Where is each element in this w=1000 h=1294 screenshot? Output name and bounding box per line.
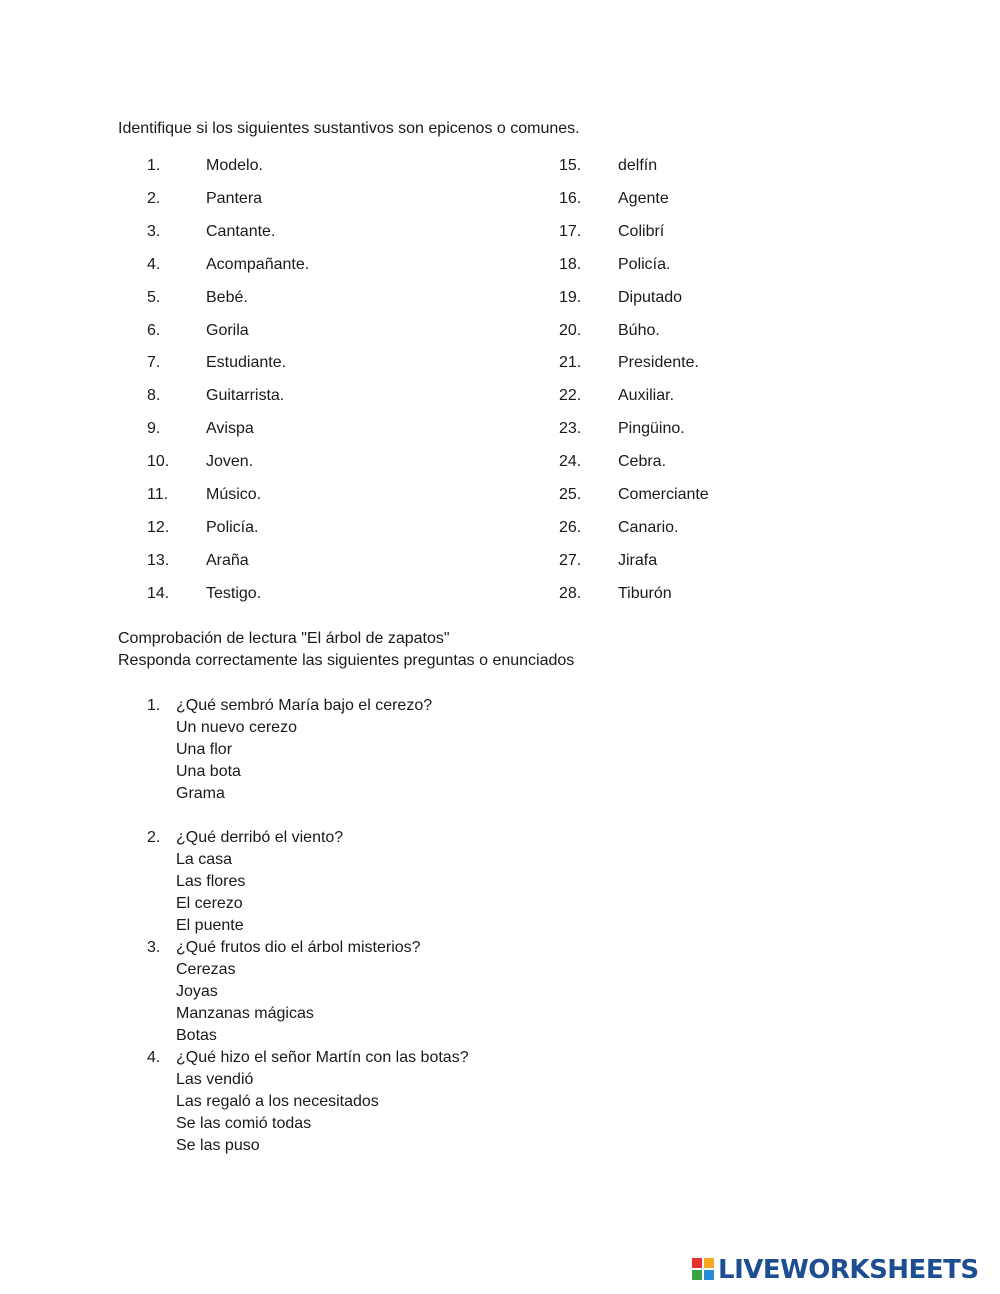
right-item-word: Canario.: [618, 519, 679, 536]
right-item-word: Cebra.: [618, 453, 667, 470]
section1-instruction: Identifique si los siguientes sustantivos son epicenos o comunes.: [118, 120, 580, 137]
question-text: ¿Qué derribó el viento?: [176, 829, 344, 846]
right-item-word: Comerciante: [618, 486, 709, 503]
right-item-word: Policía.: [618, 256, 671, 273]
left-item-number: 5.: [147, 289, 161, 306]
right-item-number: 28.: [559, 585, 582, 602]
right-item-number: 25.: [559, 486, 582, 503]
question-number: 1.: [147, 697, 161, 714]
left-item-number: 2.: [147, 190, 161, 207]
logo-badge-icon: [692, 1258, 714, 1280]
answer-option[interactable]: Las regaló a los necesitados: [176, 1093, 379, 1110]
answer-option[interactable]: Botas: [176, 1027, 217, 1044]
right-item-word: Jirafa: [618, 552, 658, 569]
right-item-word: Auxiliar.: [618, 387, 675, 404]
answer-options: [176, 717, 297, 805]
left-item-word: Cantante.: [206, 223, 276, 240]
reading-check-title: Comprobación de lectura "El árbol de zapatos": [118, 630, 450, 647]
reading-check-instruction: Responda correctamente las siguientes preguntas o enunciados: [118, 652, 575, 669]
logo-text: LIVEWORKSHEETS: [718, 1255, 979, 1285]
right-item-number: 19.: [559, 289, 582, 306]
left-item-number: 7.: [147, 354, 161, 371]
left-item-number: 11.: [147, 486, 169, 503]
left-item-number: 3.: [147, 223, 161, 240]
question-text: ¿Qué frutos dio el árbol misterios?: [176, 939, 421, 956]
right-item-number: 26.: [559, 519, 582, 536]
answer-options: [176, 849, 245, 937]
answer-option[interactable]: Cerezas: [176, 961, 236, 978]
left-item-word: Acompañante.: [206, 256, 310, 273]
answer-option[interactable]: Las flores: [176, 873, 246, 890]
right-item-number: 27.: [559, 552, 582, 569]
question-text: ¿Qué hizo el señor Martín con las botas?: [176, 1049, 469, 1066]
left-item-word: Testigo.: [206, 585, 262, 602]
left-item-number: 1.: [147, 157, 161, 174]
right-item-word: Búho.: [618, 322, 660, 339]
left-item-number: 9.: [147, 420, 161, 437]
answer-option[interactable]: Una bota: [176, 763, 241, 780]
left-item-number: 6.: [147, 322, 161, 339]
right-item-word: delfín: [618, 157, 658, 174]
right-item-word: Pingüino.: [618, 420, 685, 437]
liveworksheets-logo: [692, 1253, 992, 1287]
answer-option[interactable]: Se las comió todas: [176, 1115, 312, 1132]
left-item-word: Araña: [206, 552, 249, 569]
right-item-number: 24.: [559, 453, 582, 470]
answer-option[interactable]: Manzanas mágicas: [176, 1005, 314, 1022]
right-item-number: 18.: [559, 256, 582, 273]
left-item-number: 12.: [147, 519, 170, 536]
left-item-number: 13.: [147, 552, 170, 569]
left-item-word: Guitarrista.: [206, 387, 285, 404]
right-item-word: Colibrí: [618, 223, 665, 240]
left-item-word: Policía.: [206, 519, 259, 536]
answer-option[interactable]: La casa: [176, 851, 233, 868]
right-item-number: 16.: [559, 190, 582, 207]
left-item-word: Pantera: [206, 190, 263, 207]
answer-option[interactable]: Grama: [176, 785, 225, 802]
right-item-word: Agente: [618, 190, 669, 207]
right-item-word: Tiburón: [618, 585, 672, 602]
answer-option[interactable]: Las vendió: [176, 1071, 254, 1088]
left-item-word: Bebé.: [206, 289, 248, 306]
question-number: 4.: [147, 1049, 161, 1066]
question-number: 3.: [147, 939, 161, 956]
answer-option[interactable]: Joyas: [176, 983, 218, 1000]
left-item-word: Joven.: [206, 453, 254, 470]
left-item-word: Modelo.: [206, 157, 263, 174]
left-item-number: 10.: [147, 453, 170, 470]
answer-options: [176, 959, 314, 1047]
left-item-word: Músico.: [206, 486, 262, 503]
right-item-number: 22.: [559, 387, 582, 404]
left-item-number: 14.: [147, 585, 170, 602]
question-number: 2.: [147, 829, 161, 846]
answer-option[interactable]: El puente: [176, 917, 244, 934]
right-item-number: 20.: [559, 322, 582, 339]
answer-option[interactable]: Una flor: [176, 741, 233, 758]
left-item-word: Avispa: [206, 420, 254, 437]
left-item-word: Estudiante.: [206, 354, 287, 371]
answer-options: [176, 1069, 379, 1157]
right-item-number: 15.: [559, 157, 582, 174]
right-item-word: Presidente.: [618, 354, 699, 371]
question-text: ¿Qué sembró María bajo el cerezo?: [176, 697, 433, 714]
answer-option[interactable]: Se las puso: [176, 1137, 260, 1154]
right-item-number: 21.: [559, 354, 582, 371]
right-item-number: 23.: [559, 420, 582, 437]
answer-option[interactable]: Un nuevo cerezo: [176, 719, 297, 736]
right-item-number: 17.: [559, 223, 582, 240]
right-item-word: Diputado: [618, 289, 683, 306]
left-item-number: 4.: [147, 256, 161, 273]
answer-option[interactable]: El cerezo: [176, 895, 243, 912]
left-item-word: Gorila: [206, 322, 249, 339]
left-item-number: 8.: [147, 387, 161, 404]
